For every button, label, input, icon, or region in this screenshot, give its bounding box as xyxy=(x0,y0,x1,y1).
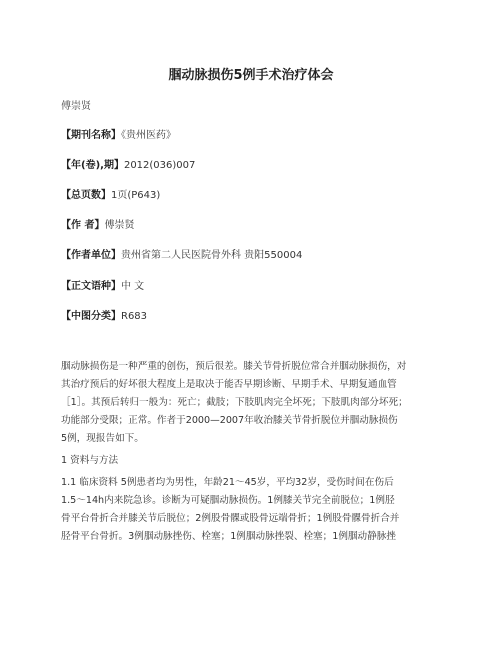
body-line: 胫骨平台骨折。3例腘动脉挫伤、栓塞；1例腘动脉挫裂、栓塞；1例腘动静脉挫 xyxy=(61,531,396,542)
body-line: 其治疗预后的好坏很大程度上是取决于能否早期诊断、早期手术、早期复通血管 xyxy=(61,379,397,390)
body-line: 骨平台骨折合并膝关节后脱位；2例股骨髁或股骨远端骨折；1例股骨髁骨折合并 xyxy=(61,513,400,524)
meta-value: 《贵州医药》 xyxy=(121,130,176,141)
meta-value: 中 文 xyxy=(121,281,145,292)
article-title: 腘动脉损伤5例手术治疗体会 xyxy=(168,68,334,83)
meta-label: 【总页数】 xyxy=(61,190,111,201)
meta-value: 1页(P643) xyxy=(111,190,161,201)
meta-label: 【正文语种】 xyxy=(61,281,121,292)
meta-value: 贵州省第二人民医院骨外科 贵阳550004 xyxy=(121,250,303,261)
meta-value: R683 xyxy=(121,311,148,322)
meta-label: 【作者单位】 xyxy=(61,250,121,261)
body-line: ［1］。其预后转归一般为：死亡；截肢；下肢肌肉完全坏死；下肢肌肉部分坏死； xyxy=(61,397,408,408)
article-author: 傅崇贤 xyxy=(61,101,91,112)
article-body xyxy=(61,358,446,546)
meta-label: 【中图分类】 xyxy=(61,311,121,322)
body-line: 腘动脉损伤是一种严重的创伤，预后很差。膝关节骨折脱位常合并腘动脉损伤，对 xyxy=(61,361,407,372)
meta-label: 【年(卷),期】 xyxy=(61,160,124,171)
meta-volume-issue xyxy=(61,156,195,171)
meta-language xyxy=(61,277,144,292)
meta-author xyxy=(61,216,134,231)
body-line: 5例，现报告如下。 xyxy=(61,433,144,444)
meta-value: 2012(036)007 xyxy=(123,160,196,171)
body-line: 功能部分受限；正常。作者于2000—2007年收治膝关节骨折脱位并腘动脉损伤 xyxy=(61,415,398,426)
section-heading: 1 资料与方法 xyxy=(61,455,119,466)
body-line: 1.5～14h内来院急诊。诊断为可疑腘动脉损伤。1例膝关节完全前脱位；1例胫 xyxy=(61,495,395,506)
meta-affiliation xyxy=(61,246,302,261)
meta-pages xyxy=(61,186,160,201)
meta-label: 【期刊名称】 xyxy=(61,130,121,141)
meta-label: 【作 者】 xyxy=(61,220,105,231)
meta-classification xyxy=(61,307,147,322)
meta-journal xyxy=(61,126,176,141)
meta-value: 傅崇贤 xyxy=(104,220,135,231)
body-line: 1.1 临床资料 5例患者均为男性，年龄21～45岁，平均32岁，受伤时间在伤后 xyxy=(61,477,394,488)
